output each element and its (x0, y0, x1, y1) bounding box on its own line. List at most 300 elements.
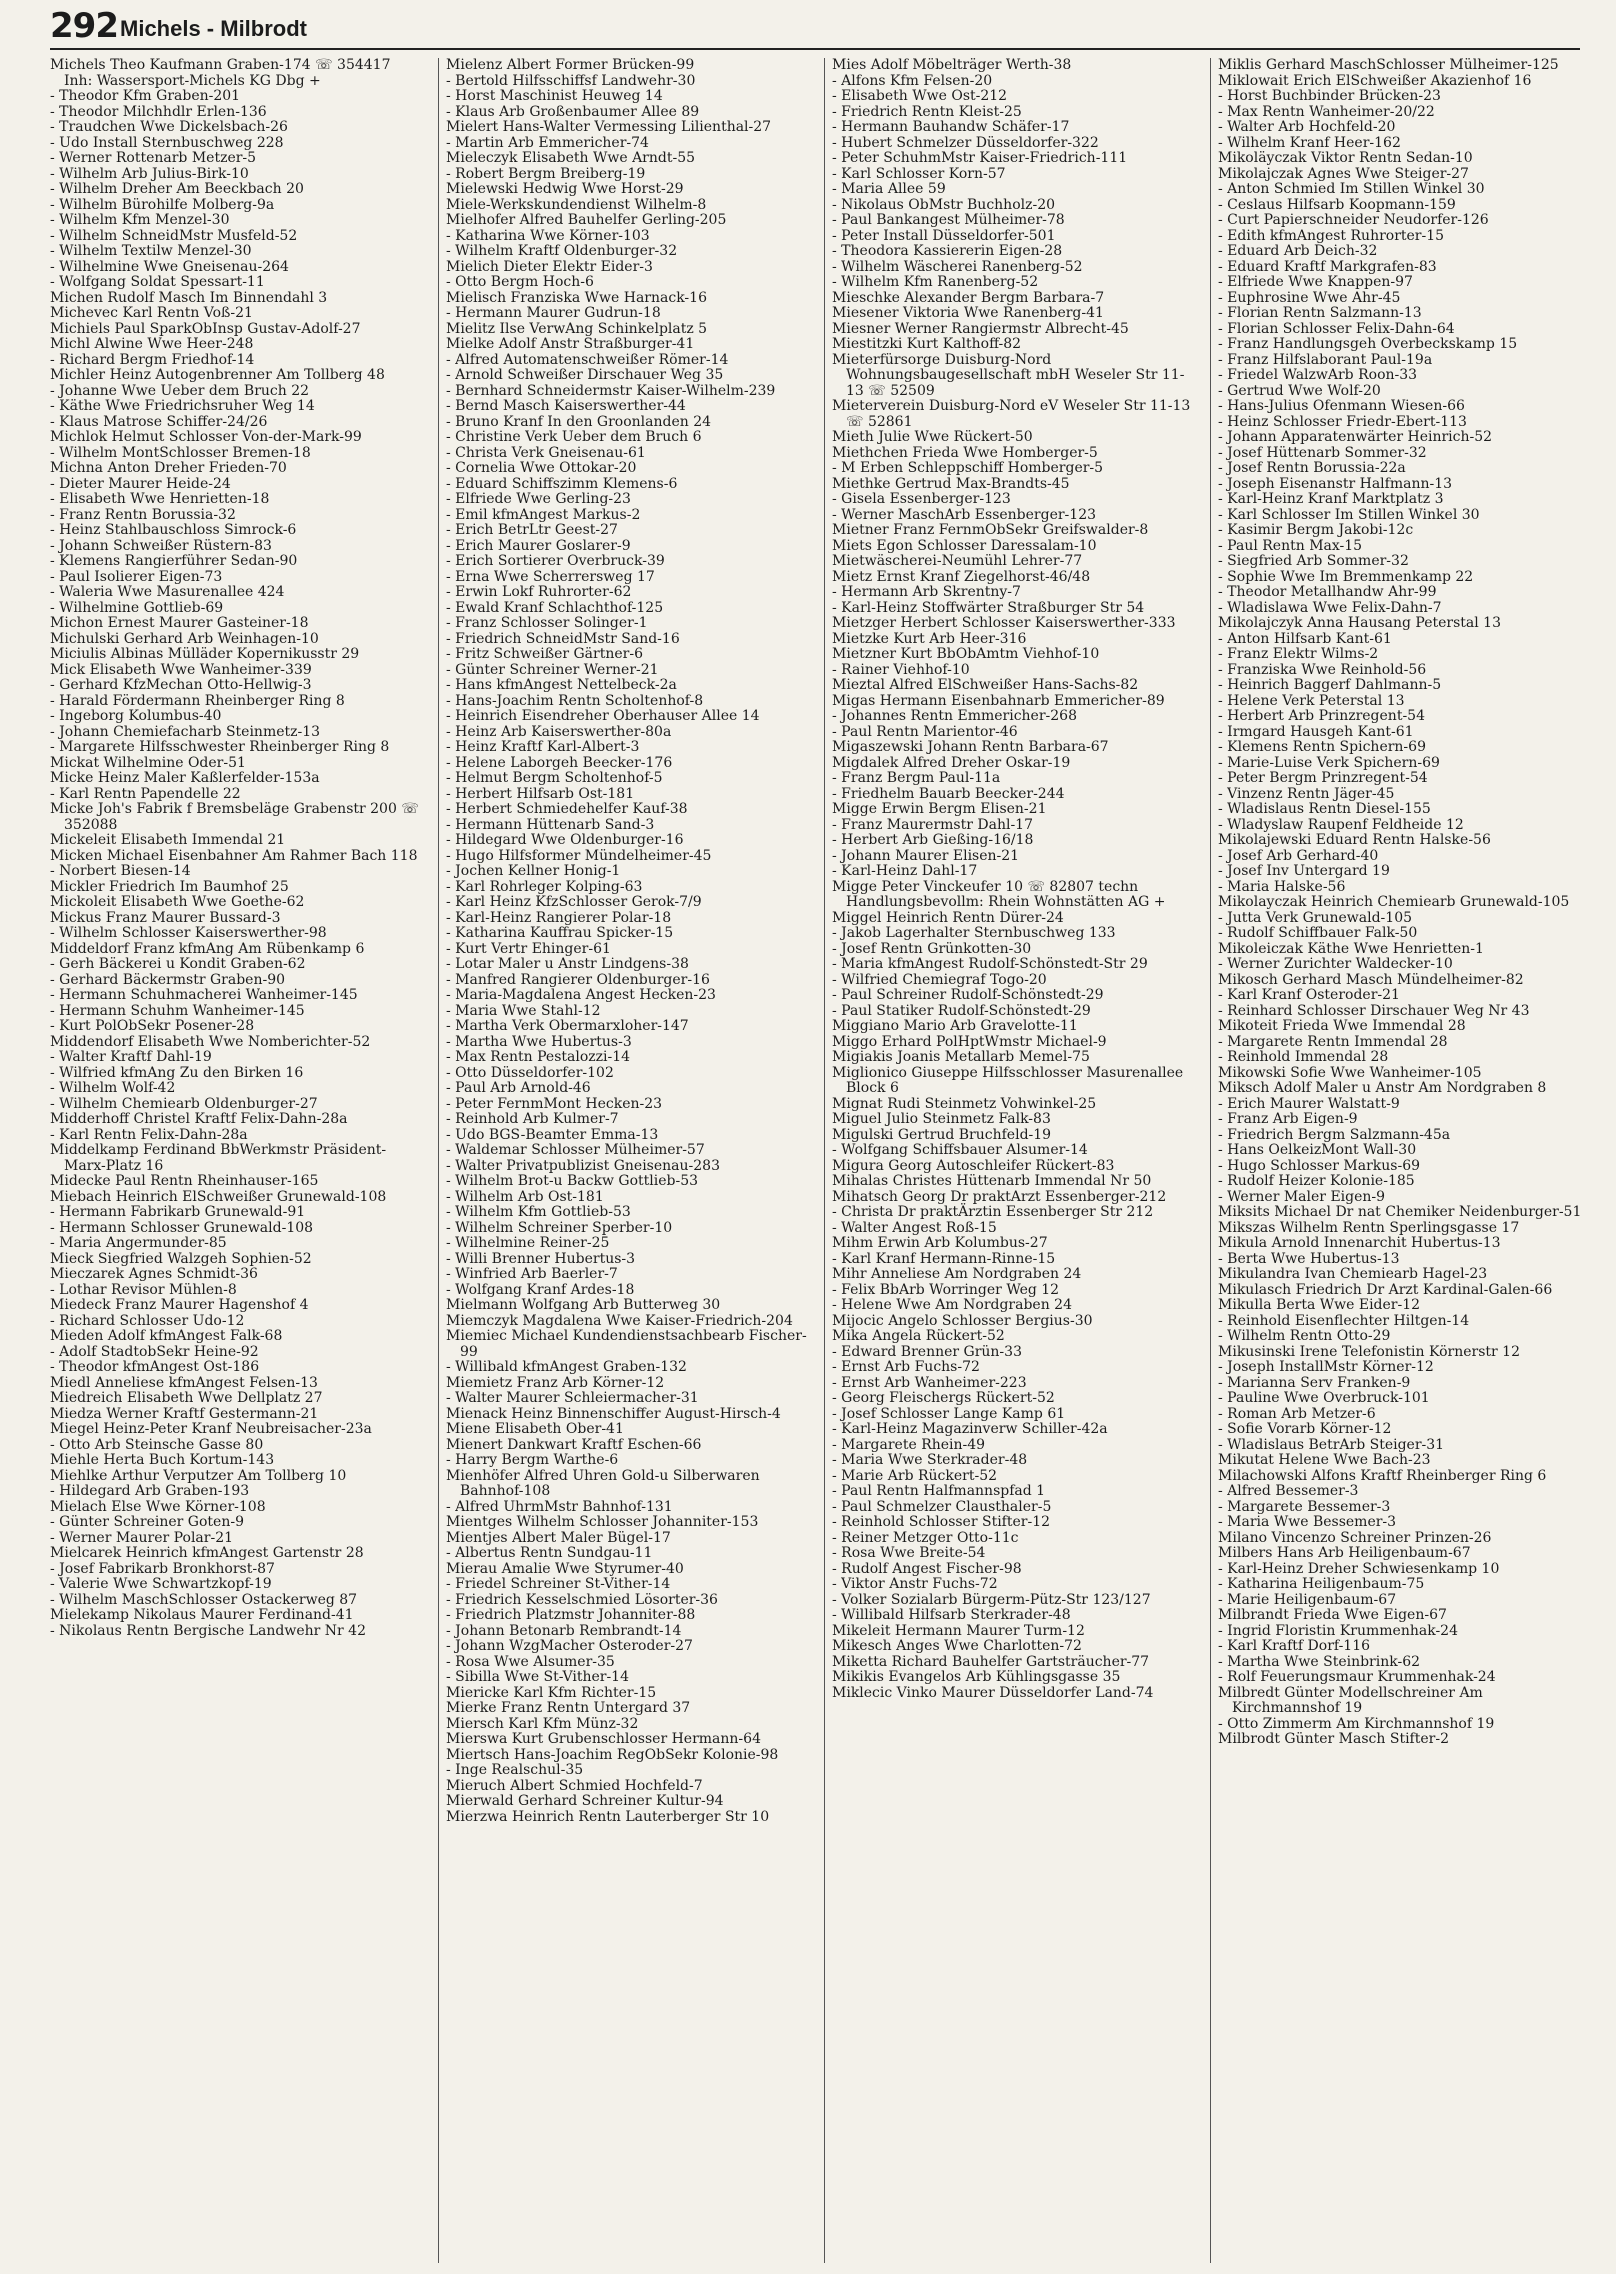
directory-entry: - Kasimir Bergm Jakobi-12c (1218, 522, 1414, 538)
directory-entry: - Kurt Vertr Ehinger-61 (446, 940, 611, 957)
directory-entry: - Werner Maler Eigen-9 (1218, 1188, 1386, 1205)
directory-entry: - Nikolaus Rentn Bergische Landwehr Nr 42 (50, 1622, 366, 1639)
directory-entry: - Franz Maurermstr Dahl-17 (832, 816, 1033, 833)
directory-entry: Miklis Gerhard MaschSchlosser Mülheimer-125 (1218, 58, 1559, 73)
directory-entry: - Ingrid Floristin Krummenhak-24 (1218, 1622, 1458, 1639)
directory-column-2 (446, 58, 816, 2263)
directory-entry: Miedeck Franz Maurer Hagenshof 4 (50, 1297, 309, 1313)
directory-entry: - Elfriede Wwe Knappen-97 (1218, 274, 1413, 290)
directory-entry: - Franz Arb Eigen-9 (1218, 1111, 1358, 1127)
directory-entry: Mielert Hans-Walter Vermessing Lilienthal-27 (446, 119, 772, 135)
directory-entry: Mielach Else Wwe Körner-108 (50, 1498, 266, 1515)
directory-entry: - Rudolf Heizer Kolonie-185 (1218, 1173, 1415, 1189)
directory-entry: Milbrandt Frieda Wwe Eigen-67 (1218, 1607, 1447, 1623)
directory-entry: - Sibilla Wwe St-Vither-14 (446, 1669, 629, 1685)
directory-entry: - Wilhelm Arb Julius-Birk-10 (50, 165, 249, 182)
directory-entry: - Bernhard Schneidermstr Kaiser-Wilhelm-239 (446, 382, 776, 399)
directory-entry: - Alfred Automatenschweißer Römer-14 (446, 351, 729, 368)
directory-entry: - Herbert Schmiedehelfer Kauf-38 (446, 801, 688, 817)
directory-entry: - Wilhelm Brot-u Backw Gottlieb-53 (446, 1173, 699, 1189)
directory-entry: - Wilhelm Schreiner Sperber-10 (446, 1219, 673, 1236)
directory-entry: - Eduard Schiffszimm Klemens-6 (446, 475, 678, 492)
directory-entry: - Albertus Rentn Sundgau-11 (446, 1545, 653, 1561)
directory-entry: Mikolayczak Heinrich Chemiearb Grunewald-105 (1218, 894, 1570, 910)
directory-entry: Mick Elisabeth Wwe Wanheimer-339 (50, 661, 312, 678)
page-number: 292 (50, 6, 118, 46)
directory-entry: Mierke Franz Rentn Untergard 37 (446, 1700, 691, 1716)
directory-entry: - Christine Verk Ueber dem Bruch 6 (446, 429, 702, 445)
directory-entry: - Karl-Heinz Magazinverw Schiller-42a (832, 1421, 1108, 1437)
directory-entry: - Wladislaus Rentn Diesel-155 (1218, 801, 1431, 817)
directory-entry: - Peter Bergm Prinzregent-54 (1218, 770, 1428, 786)
directory-entry: - Wolfgang Schiffsbauer Alsumer-14 (832, 1142, 1088, 1158)
directory-entry: - Wilhelm Dreher Am Beeckbach 20 (50, 181, 304, 197)
directory-entry: - Curt Papierschneider Neudorfer-126 (1218, 212, 1489, 228)
directory-entry: - Theodor Kfm Graben-201 (50, 88, 241, 104)
directory-entry: - Paul Rentn Halfmannspfad 1 (832, 1483, 1046, 1499)
directory-entry: Mihalas Christes Hüttenarb Immendal Nr 50 (832, 1173, 1152, 1189)
directory-entry: - Karl Kraftf Dorf-116 (1218, 1638, 1371, 1654)
directory-entry: Mieck Siegfried Walzgeh Sophien-52 (50, 1250, 312, 1267)
directory-entry: - Karl Kranf Hermann-Rinne-15 (832, 1250, 1056, 1267)
directory-entry: Mienhöfer Alfred Uhren Gold-u Silberwaren Bahnhof-108 (446, 1467, 760, 1499)
directory-entry: - Werner Maurer Polar-21 (50, 1529, 234, 1546)
directory-entry: Middendorf Elisabeth Wwe Nomberichter-52 (50, 1033, 371, 1050)
directory-entry: - Sophie Wwe Im Bremmenkamp 22 (1218, 568, 1474, 585)
directory-entry: - Jakob Lagerhalter Sternbuschweg 133 (832, 925, 1116, 941)
directory-entry: - Marianna Serv Franken-9 (1218, 1374, 1411, 1391)
directory-entry: Miethchen Frieda Wwe Homberger-5 (832, 444, 1098, 461)
directory-entry: Mikulandra Ivan Chemiearb Hagel-23 (1218, 1266, 1488, 1282)
directory-entry: Michulski Gerhard Arb Weinhagen-10 (50, 630, 319, 647)
directory-entry: - Wilhelm Kraftf Oldenburger-32 (446, 243, 678, 259)
directory-entry: Michiels Paul SparkObInsp Gustav-Adolf-27 (50, 320, 361, 337)
directory-entry: - Volker Sozialarb Bürgerm-Pütz-Str 123/127 (832, 1591, 1151, 1608)
directory-entry: - Viktor Anstr Fuchs-72 (832, 1576, 998, 1592)
directory-entry: Migura Georg Autoschleifer Rückert-83 (832, 1157, 1115, 1174)
directory-entry: - Gerhard Bäckermstr Graben-90 (50, 971, 286, 988)
directory-entry: - Martha Wwe Hubertus-3 (446, 1033, 632, 1050)
directory-entry: - Josef Hüttenarb Sommer-32 (1218, 444, 1427, 461)
directory-entry: Micken Michael Eisenbahner Am Rahmer Bach 118 (50, 847, 418, 864)
directory-entry: Michler Heinz Autogenbrenner Am Tollberg 48 (50, 367, 385, 383)
directory-entry: Mieterfürsorge Duisburg-Nord Wohnungsbaugesellschaft mbH Weseler Str 11-13 ☏ 52509 (832, 351, 1185, 399)
page-header (50, 8, 1580, 50)
directory-entry: - Maria Wwe Stahl-12 (446, 1002, 601, 1019)
directory-entry: Michon Ernest Maurer Gasteiner-18 (50, 615, 309, 631)
directory-entry: Miedl Anneliese kfmAngest Felsen-13 (50, 1374, 318, 1391)
directory-entry: - Ernst Arb Fuchs-72 (832, 1359, 980, 1375)
directory-entry: - Paul Bankangest Mülheimer-78 (832, 212, 1065, 228)
directory-entry: - Max Rentn Pestalozzi-14 (446, 1049, 631, 1065)
directory-entry: - Jochen Kellner Honig-1 (446, 863, 621, 879)
directory-entry: - Richard Bergm Friedhof-14 (50, 351, 255, 368)
directory-entry: Mielhofer Alfred Bauhelfer Gerling-205 (446, 212, 727, 228)
directory-entry: - Inge Realschul-35 (446, 1762, 584, 1778)
directory-entry: - Klaus Matrose Schiffer-24/26 (50, 413, 268, 430)
directory-entry: - Paul Rentn Marientor-46 (832, 723, 1018, 740)
directory-entry: Mickeleit Elisabeth Immendal 21 (50, 832, 286, 848)
directory-entry: - Erich Sortierer Overbruck-39 (446, 553, 665, 569)
directory-entry: - Franz Rentn Borussia-32 (50, 506, 236, 523)
directory-entry: - Katharina Kauffrau Spicker-15 (446, 925, 674, 941)
directory-entry: - Otto Bergm Hoch-6 (446, 274, 594, 290)
directory-entry: Mikikis Evangelos Arb Kühlingsgasse 35 (832, 1669, 1121, 1685)
directory-entry: - Walter Maurer Schleiermacher-31 (446, 1390, 699, 1406)
directory-entry: - Wilhelm SchneidMstr Musfeld-52 (50, 227, 298, 244)
directory-entry: Mierzwa Heinrich Rentn Lauterberger Str 10 (446, 1808, 770, 1825)
directory-entry: - Hugo Schlosser Markus-69 (1218, 1157, 1421, 1174)
directory-entry: - Martha Wwe Steinbrink-62 (1218, 1653, 1421, 1670)
directory-entry: - Wilhelm Wäscherei Ranenberg-52 (832, 258, 1083, 275)
directory-entry: Mienack Heinz Binnenschiffer August-Hirsch-4 (446, 1405, 781, 1422)
directory-entry: - Hermann Maurer Gudrun-18 (446, 305, 661, 321)
directory-column-1 (50, 58, 420, 2263)
directory-entry: Mignat Rudi Steinmetz Vohwinkel-25 (832, 1095, 1097, 1112)
directory-entry: Mietzke Kurt Arb Heer-316 (832, 630, 1027, 647)
directory-entry: - Friedel WalzwArb Roon-33 (1218, 367, 1418, 383)
directory-entry: Miggo Erhard PolHptWmstr Michael-9 (832, 1033, 1107, 1050)
directory-entry: - Heinrich Baggerf Dahlmann-5 (1218, 677, 1442, 693)
directory-entry: - Wilhelm Wolf-42 (50, 1080, 176, 1096)
directory-entry: - Bruno Kranf In den Groonlanden 24 (446, 413, 712, 430)
directory-entry: Mies Adolf Möbelträger Werth-38 (832, 58, 1072, 73)
directory-entry: Mikoteit Frieda Wwe Immendal 28 (1218, 1018, 1466, 1034)
directory-entry: Mieczarek Agnes Schmidt-36 (50, 1266, 258, 1282)
directory-entry: Mikesch Anges Wwe Charlotten-72 (832, 1638, 1082, 1654)
directory-entry: Miklecic Vinko Maurer Düsseldorfer Land-74 (832, 1684, 1154, 1701)
directory-entry: Mikolajewski Eduard Rentn Halske-56 (1218, 832, 1491, 848)
directory-entry: Mielekamp Nikolaus Maurer Ferdinand-41 (50, 1607, 354, 1623)
directory-entry: - Wilhelm Kranf Heer-162 (1218, 134, 1401, 151)
directory-entry: Miketta Richard Bauhelfer Gartsträucher-77 (832, 1653, 1150, 1670)
directory-entry: - Friedrich SchneidMstr Sand-16 (446, 630, 680, 647)
directory-entry: - Sofie Vorarb Körner-12 (1218, 1421, 1392, 1437)
directory-entry: Mielewski Hedwig Wwe Horst-29 (446, 181, 684, 197)
directory-entry: - Maria Halske-56 (1218, 878, 1346, 895)
directory-entry: - Arnold Schweißer Dirschauer Weg 35 (446, 367, 724, 383)
directory-entry: Migas Hermann Eisenbahnarb Emmericher-89 (832, 692, 1165, 709)
directory-entry: Migge Erwin Bergm Elisen-21 (832, 801, 1047, 817)
directory-entry: Miggiano Mario Arb Gravelotte-11 (832, 1018, 1078, 1034)
directory-entry: Mientjes Albert Maler Bügel-17 (446, 1529, 671, 1546)
directory-entry: Middeldorf Franz kfmAng Am Rübenkamp 6 (50, 940, 365, 957)
directory-entry: Mikoleiczak Käthe Wwe Henrietten-1 (1218, 940, 1484, 957)
column-divider (824, 58, 825, 2263)
directory-entry: Mietzger Herbert Schlosser Kaiserswerther-333 (832, 615, 1176, 631)
directory-entry: - Marie Arb Rückert-52 (832, 1467, 998, 1484)
directory-entry: Miele-Werkskundendienst Wilhelm-8 (446, 196, 707, 213)
directory-entry: - Theodor Metallhandw Ahr-99 (1218, 584, 1437, 600)
directory-entry: - Klaus Arb Großenbaumer Allee 89 (446, 103, 700, 120)
directory-entry: - Gerhard KfzMechan Otto-Hellwig-3 (50, 677, 312, 693)
directory-entry: Mijocic Angelo Schlosser Bergius-30 (832, 1312, 1093, 1329)
directory-entry: - Cornelia Wwe Ottokar-20 (446, 460, 637, 476)
directory-entry: - Marie-Luise Verk Spichern-69 (1218, 754, 1440, 771)
directory-entry: Mietzner Kurt BbObAmtm Viehhof-10 (832, 646, 1100, 662)
directory-entry: Mielitz Ilse VerwAng Schinkelplatz 5 (446, 320, 708, 337)
directory-entry: Mielmann Wolfgang Arb Butterweg 30 (446, 1297, 721, 1313)
directory-entry: - Jutta Verk Grunewald-105 (1218, 909, 1413, 926)
directory-entry: - Gerh Bäckerei u Kondit Graben-62 (50, 956, 306, 972)
directory-entry: - Karl-Heinz Dahl-17 (832, 863, 978, 879)
directory-entry: - Fritz Schweißer Gärtner-6 (446, 646, 643, 662)
directory-entry: - Reinhold Eisenflechter Hiltgen-14 (1218, 1312, 1470, 1329)
directory-entry: - Paul Rentn Max-15 (1218, 537, 1363, 554)
directory-entry: Mielisch Franziska Wwe Harnack-16 (446, 289, 707, 306)
directory-entry: - Johann Betonarb Rembrandt-14 (446, 1622, 682, 1639)
directory-entry: - Hans OelkeizMont Wall-30 (1218, 1142, 1417, 1158)
directory-entry: - Martha Verk Obermarxloher-147 (446, 1018, 689, 1034)
directory-entry: - Wilhelm Rentn Otto-29 (1218, 1328, 1391, 1344)
directory-entry: Mierswa Kurt Grubenschlosser Hermann-64 (446, 1731, 761, 1747)
directory-entry: - Helene Wwe Am Nordgraben 24 (832, 1297, 1072, 1313)
directory-entry: - Peter FernmMont Hecken-23 (446, 1095, 663, 1112)
directory-entry: - Wilfried Chemiegraf Togo-20 (832, 971, 1047, 988)
directory-entry: - Horst Buchbinder Brücken-23 (1218, 88, 1441, 104)
directory-entry: Migdalek Alfred Dreher Oskar-19 (832, 754, 1071, 771)
directory-entry: Mielke Adolf Anstr Straßburger-41 (446, 336, 695, 352)
directory-entry: - Wilhelm Kfm Ranenberg-52 (832, 274, 1039, 290)
directory-entry: - Maria Wwe Bessemer-3 (1218, 1514, 1397, 1530)
directory-entry: - Eduard Arb Deich-32 (1218, 243, 1378, 259)
directory-entry: - Wilhelm Schlosser Kaiserswerther-98 (50, 925, 327, 941)
directory-entry: - Willibald kfmAngest Graben-132 (446, 1359, 687, 1375)
directory-entry: - Hermann Schlosser Grunewald-108 (50, 1219, 314, 1236)
directory-entry: - Heinz Kraftf Karl-Albert-3 (446, 739, 640, 755)
directory-entry: Michen Rudolf Masch Im Binnendahl 3 (50, 289, 328, 306)
directory-entry: - Franz Hilfslaborant Paul-19a (1218, 351, 1433, 368)
directory-entry: - Rolf Feuerungsmaur Krummenhak-24 (1218, 1669, 1496, 1685)
directory-entry: Mielich Dieter Elektr Eider-3 (446, 258, 653, 275)
column-divider (438, 58, 439, 2263)
directory-entry: Miesner Werner Rangiermstr Albrecht-45 (832, 320, 1129, 337)
directory-entry: Miemczyk Magdalena Wwe Kaiser-Friedrich-204 (446, 1312, 793, 1329)
directory-entry: - Wilhelmine Wwe Gneisenau-264 (50, 258, 289, 275)
directory-entry: - Harry Bergm Warthe-6 (446, 1452, 619, 1468)
directory-entry: - Walter Privatpublizist Gneisenau-283 (446, 1157, 720, 1174)
directory-entry: - Alfred UhrmMstr Bahnhof-131 (446, 1498, 673, 1515)
directory-entry: - Wilhelm Arb Ost-181 (446, 1188, 604, 1205)
directory-entry: - Christa Verk Gneisenau-61 (446, 444, 646, 461)
directory-entry: Miersch Karl Kfm Münz-32 (446, 1715, 639, 1732)
directory-entry: - Paul Arb Arnold-46 (446, 1080, 591, 1096)
directory-entry: - Maria-Magdalena Angest Hecken-23 (446, 987, 716, 1003)
directory-entry: - Elisabeth Wwe Ost-212 (832, 88, 1008, 104)
directory-entry: - Christa Dr praktÄrztin Essenberger Str 212 (832, 1204, 1154, 1220)
directory-entry: - Otto Arb Steinsche Gasse 80 (50, 1436, 264, 1453)
directory-entry: Mikolajczyk Anna Hausang Peterstal 13 (1218, 615, 1502, 631)
directory-entry: Mietwäscherei-Neumühl Lehrer-77 (832, 553, 1083, 569)
directory-entry: - Hermann Schuhm Wanheimer-145 (50, 1002, 305, 1019)
directory-entry: Mieden Adolf kfmAngest Falk-68 (50, 1328, 283, 1344)
directory-entry: - Wilhelm Bürohilfe Molberg-9a (50, 196, 275, 213)
directory-entry: - Wladyslaw Raupenf Feldheide 12 (1218, 816, 1464, 833)
directory-entry: - Wilhelm MaschSchlosser Ostackerweg 87 (50, 1591, 358, 1608)
directory-entry: Mientges Wilhelm Schlosser Johanniter-153 (446, 1514, 759, 1530)
directory-entry: Miemietz Franz Arb Körner-12 (446, 1374, 665, 1391)
directory-entry: - Euphrosine Wwe Ahr-45 (1218, 289, 1401, 306)
directory-entry: - Helmut Bergm Scholtenhof-5 (446, 770, 663, 786)
directory-entry: Michlok Helmut Schlosser Von-der-Mark-99 (50, 429, 362, 445)
directory-entry: Mieth Julie Wwe Rückert-50 (832, 429, 1033, 445)
directory-entry: - Theodor kfmAngest Ost-186 (50, 1359, 260, 1375)
directory-entry: - Anton Schmied Im Stillen Winkel 30 (1218, 181, 1485, 197)
directory-entry: - Elfriede Wwe Gerling-23 (446, 491, 631, 507)
directory-entry: Miebach Heinrich ElSchweißer Grunewald-108 (50, 1188, 387, 1205)
directory-entry: - Helene Laborgeh Beecker-176 (446, 754, 673, 771)
directory-entry: Mietz Ernst Kranf Ziegelhorst-46/48 (832, 568, 1091, 585)
directory-entry: - Heinrich Eisendreher Oberhauser Allee 14 (446, 708, 760, 724)
directory-entry: Miets Egon Schlosser Daressalam-10 (832, 537, 1097, 554)
directory-entry: - Traudchen Wwe Dickelsbach-26 (50, 119, 288, 135)
directory-entry: - Dieter Maurer Heide-24 (50, 475, 231, 492)
directory-entry: - Friedrich Rentn Kleist-25 (832, 103, 1022, 120)
directory-entry: - Katharina Heiligenbaum-75 (1218, 1576, 1425, 1592)
directory-entry: - Wilfried kfmAng Zu den Birken 16 (50, 1064, 304, 1081)
directory-entry: Mikszas Wilhelm Rentn Sperlingsgasse 17 (1218, 1219, 1520, 1236)
directory-entry: Miguel Julio Steinmetz Falk-83 (832, 1111, 1051, 1127)
directory-entry: - Johannes Rentn Emmericher-268 (832, 708, 1077, 724)
directory-entry: Mikosch Gerhard Masch Mündelheimer-82 (1218, 971, 1524, 988)
directory-entry: Mihm Erwin Arb Kolumbus-27 (832, 1235, 1048, 1251)
directory-entry: Miethke Gertrud Max-Brandts-45 (832, 475, 1070, 492)
directory-entry: - Hubert Schmelzer Düsseldorfer-322 (832, 134, 1099, 151)
directory-entry: Miglionico Giuseppe Hilfsschlosser Masurenallee Block 6 (832, 1064, 1184, 1096)
directory-entry: - Rudolf Schiffbauer Falk-50 (1218, 925, 1418, 941)
directory-column-3 (832, 58, 1202, 2263)
directory-entry: Mikulasch Friedrich Dr Arzt Kardinal-Galen-66 (1218, 1281, 1553, 1298)
directory-entry: Mikusinski Irene Telefonistin Körnerstr 12 (1218, 1343, 1520, 1360)
directory-entry: - Johann Schweißer Rüstern-83 (50, 537, 272, 554)
directory-entry: - Wilhelm MontSchlosser Bremen-18 (50, 444, 311, 461)
directory-entry: Miklowait Erich ElSchweißer Akazienhof 16 (1218, 72, 1532, 89)
directory-entry: - Georg Fleischergs Rückert-52 (832, 1390, 1055, 1406)
directory-entry: - Heinz Schlosser Friedr-Ebert-113 (1218, 413, 1467, 430)
directory-entry: - Adolf StadtobSekr Heine-92 (50, 1343, 259, 1360)
directory-entry: - Wilhelm Textilw Menzel-30 (50, 243, 252, 259)
directory-entry: - Marie Heiligenbaum-67 (1218, 1591, 1397, 1608)
directory-entry: - Wilhelm Kfm Menzel-30 (50, 212, 230, 228)
directory-entry: - Vinzenz Rentn Jäger-45 (1218, 785, 1395, 802)
directory-entry: Milbredt Günter Modellschreiner Am Kirchmannshof 19 (1218, 1684, 1483, 1716)
directory-entry: - Rosa Wwe Alsumer-35 (446, 1653, 615, 1670)
directory-entry: - Bertold Hilfsschiffsf Landwehr-30 (446, 72, 696, 89)
directory-entry: - Walter Arb Hochfeld-20 (1218, 119, 1396, 135)
directory-entry: - Erna Wwe Scherrersweg 17 (446, 568, 655, 585)
directory-entry: - Friedel Schreiner St-Vither-14 (446, 1576, 671, 1592)
directory-entry: - Käthe Wwe Friedrichsruher Weg 14 (50, 398, 315, 414)
directory-entry: - Heinz Arb Kaiserswerther-80a (446, 723, 672, 740)
directory-entry: Mihatsch Georg Dr praktArzt Essenberger-212 (832, 1188, 1167, 1205)
directory-entry: - Karl Schlosser Im Stillen Winkel 30 (1218, 506, 1480, 523)
directory-entry: - Hans-Julius Ofenmann Wiesen-66 (1218, 398, 1465, 414)
directory-entry: - Margarete Hilfsschwester Rheinberger Ring 8 (50, 739, 390, 755)
directory-entry: Micke Joh's Fabrik f Bremsbeläge Grabenstr 200 ☏ 352088 (50, 801, 419, 833)
directory-entry: - Alfred Bessemer-3 (1218, 1483, 1359, 1499)
directory-entry: Miedza Werner Kraftf Gestermann-21 (50, 1405, 319, 1422)
directory-entry: - Helene Verk Peterstal 13 (1218, 692, 1405, 709)
directory-entry: Mikolajczak Agnes Wwe Steiger-27 (1218, 165, 1469, 182)
directory-entry: Migiakis Joanis Metallarb Memel-75 (832, 1049, 1090, 1065)
directory-entry: - Herbert Hilfsarb Ost-181 (446, 785, 635, 802)
directory-entry: - Erich Maurer Walstatt-9 (1218, 1095, 1400, 1112)
directory-entry: - Gisela Essenberger-123 (832, 491, 1011, 507)
directory-entry: - Walter Kraftf Dahl-19 (50, 1049, 212, 1065)
directory-entry: - Josef Arb Gerhard-40 (1218, 847, 1379, 864)
directory-entry: Midecke Paul Rentn Rheinhauser-165 (50, 1173, 319, 1189)
directory-entry: - Johann Maurer Elisen-21 (832, 847, 1020, 864)
directory-entry: - Lotar Maler u Anstr Lindgens-38 (446, 956, 689, 972)
directory-entry: - Emil kfmAngest Markus-2 (446, 506, 641, 523)
directory-entry: - Elisabeth Wwe Henrietten-18 (50, 491, 270, 507)
directory-entry: - Friedrich Platzmstr Johanniter-88 (446, 1607, 696, 1623)
directory-entry: - Hermann Bauhandw Schäfer-17 (832, 119, 1070, 135)
directory-entry: Migulski Gertrud Bruchfeld-19 (832, 1126, 1052, 1143)
directory-entry: Miehle Herta Buch Kortum-143 (50, 1452, 275, 1468)
directory-entry: - Reinhold Immendal 28 (1218, 1049, 1389, 1065)
directory-entry: - Johann WzgMacher Osteroder-27 (446, 1638, 693, 1654)
directory-entry: - Karl-Heinz Kranf Marktplatz 3 (1218, 491, 1444, 507)
directory-entry: Mielcarek Heinrich kfmAngest Gartenstr 28 (50, 1545, 364, 1561)
directory-entry: - Erich Maurer Goslarer-9 (446, 537, 631, 554)
directory-entry: - Katharina Wwe Körner-103 (446, 227, 650, 244)
directory-entry: - Otto Düsseldorfer-102 (446, 1064, 614, 1081)
directory-entry: - Wladislawa Wwe Felix-Dahn-7 (1218, 599, 1442, 616)
directory-entry: - Maria Allee 59 (832, 181, 946, 197)
directory-entry: - Eduard Kraftf Markgrafen-83 (1218, 258, 1437, 275)
directory-entry: - Reiner Metzger Otto-11c (832, 1529, 1019, 1546)
directory-entry: - Joseph InstallMstr Körner-12 (1218, 1359, 1434, 1375)
directory-entry: Milachowski Alfons Kraftf Rheinberger Ring 6 (1218, 1467, 1547, 1484)
directory-entry: - Paul Schmelzer Clausthaler-5 (832, 1498, 1052, 1515)
directory-entry: Mikoläyczak Viktor Rentn Sedan-10 (1218, 150, 1473, 166)
directory-entry: - Ernst Arb Wanheimer-223 (832, 1374, 1027, 1391)
directory-entry: - Josef Rentn Grünkotten-30 (832, 940, 1032, 957)
directory-entry: Mierwald Gerhard Schreiner Kultur-94 (446, 1793, 724, 1809)
directory-entry: - Peter SchuhmMstr Kaiser-Friedrich-111 (832, 150, 1128, 166)
directory-entry: - Martin Arb Emmericher-74 (446, 134, 649, 151)
directory-entry: - Waldemar Schlosser Mülheimer-57 (446, 1142, 705, 1158)
directory-entry: - Pauline Wwe Overbruck-101 (1218, 1390, 1430, 1406)
directory-entry: Michna Anton Dreher Frieden-70 (50, 460, 287, 476)
directory-entry: - Alfons Kfm Felsen-20 (832, 72, 993, 89)
directory-entry: - Maria Wwe Sterkrader-48 (832, 1452, 1028, 1468)
directory-entry: Mikulla Berta Wwe Eider-12 (1218, 1297, 1421, 1313)
directory-entry: Michels Theo Kaufmann Graben-174 ☏ 354417 Inh: Wassersport-Michels KG Dbg + (50, 58, 391, 89)
directory-entry: - Wilhelm Kfm Gottlieb-53 (446, 1204, 631, 1220)
directory-entry: Mihr Anneliese Am Nordgraben 24 (832, 1266, 1082, 1282)
directory-entry: - Hugo Hilfsformer Mündelheimer-45 (446, 847, 712, 864)
directory-entry: Middelkamp Ferdinand BbWerkmstr Präsident-Marx-Platz 16 (50, 1142, 387, 1174)
directory-entry: Mikutat Helene Wwe Bach-23 (1218, 1452, 1431, 1468)
directory-entry: - Florian Schlosser Felix-Dahn-64 (1218, 320, 1455, 337)
directory-entry: - Paul Isolierer Eigen-73 (50, 568, 223, 585)
directory-entry: - Hermann Arb Skrentny-7 (832, 584, 1021, 600)
directory-entry: Mietner Franz FernmObSekr Greifswalder-8 (832, 522, 1149, 538)
directory-entry: Mickler Friedrich Im Baumhof 25 (50, 878, 289, 895)
directory-entry: - Herbert Arb Prinzregent-54 (1218, 708, 1425, 724)
directory-entry: - Johann Chemiefacharb Steinmetz-13 (50, 723, 321, 740)
directory-entry: - Paul Schreiner Rudolf-Schönstedt-29 (832, 987, 1104, 1003)
directory-entry: - Karl-Heinz Dreher Schwiesenkamp 10 (1218, 1560, 1500, 1577)
directory-entry: - Margarete Rhein-49 (832, 1436, 986, 1453)
directory-entry: Migge Peter Vinckeufer 10 ☏ 82807 techn Handlungsbevollm: Rhein Wohnstätten AG + (832, 878, 1166, 910)
directory-entry: Mickoleit Elisabeth Wwe Goethe-62 (50, 894, 305, 910)
directory-entry: - Horst Maschinist Heuweg 14 (446, 88, 663, 104)
directory-entry: - Günter Schreiner Werner-21 (446, 661, 659, 678)
directory-entry: - Walter Angest Roß-15 (832, 1219, 997, 1236)
